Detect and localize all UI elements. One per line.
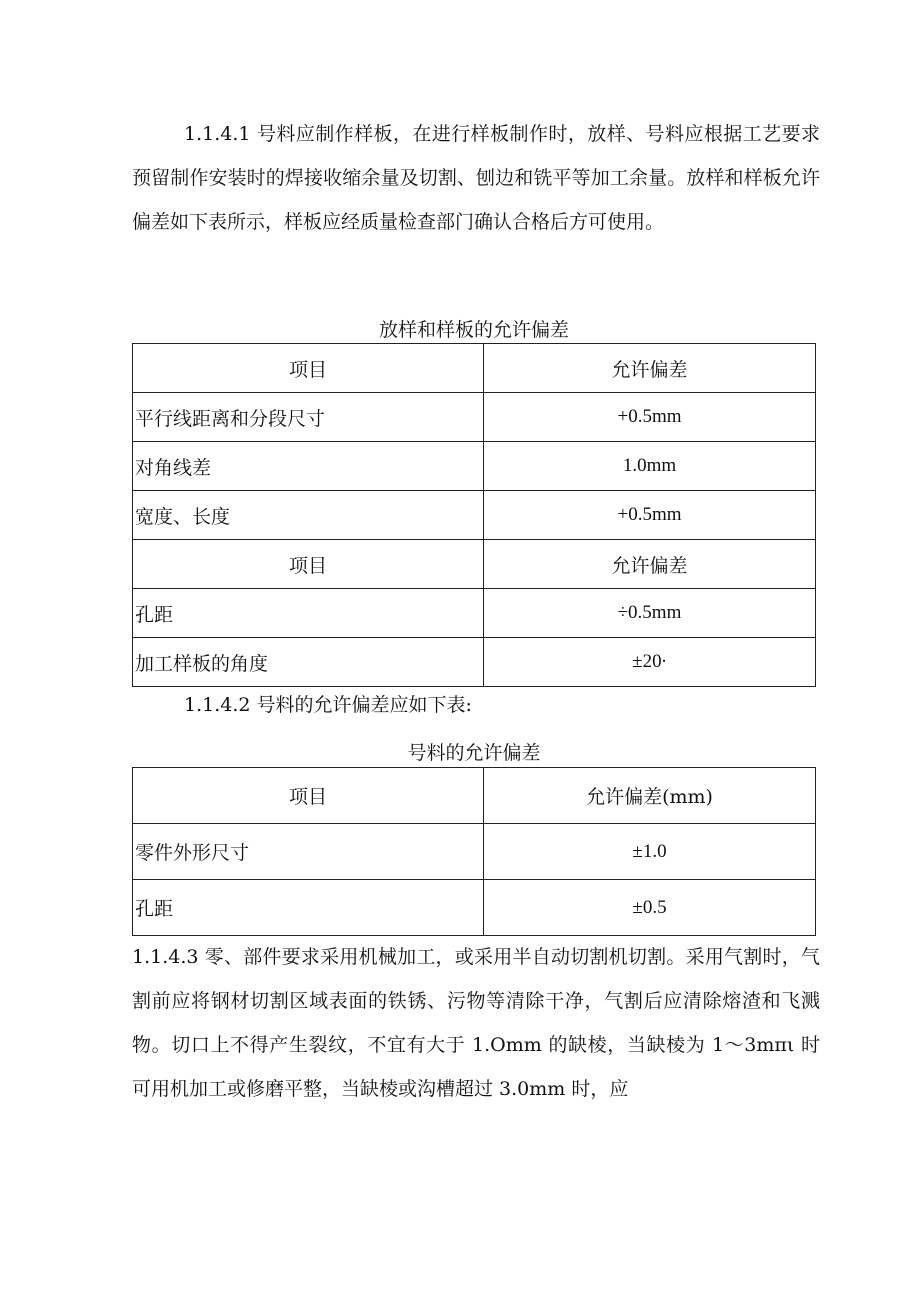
table2-body [133,768,816,936]
table1-caption: 放样和样板的允许偏差 [378,319,569,341]
table-cell-tolerance: 1.0mm [484,442,816,491]
table-cell-tolerance: ±20· [484,638,816,687]
table-cell-item: 对角线差 [133,442,484,491]
table-row [133,589,816,638]
table-cell-tolerance: 允许偏差 [484,344,816,393]
table-cell-item: 平行线距离和分段尺寸 [133,393,484,442]
table-cell-item: 孔距 [133,589,484,638]
table-row [133,768,816,824]
tolerance-table-layout-template [132,343,816,687]
paragraph-1-1-4-3: 1.1.4.3 零、部件要求采用机械加工，或采用半自动切割机切割。采用气割时，气割前应将钢材切割区域表面的铁锈、污物等清除干净，气割后应清除熔渣和飞溅物。切口上不得产生裂纹，不宜有大于 1.Omm 的缺棱，当缺棱为 1～3mπι 时可用机加工或修磨平整，当缺棱或沟槽超过 3.0mm 时，应 [132,946,820,1100]
table-row [133,344,816,393]
table-cell-tolerance: 允许偏差 [484,540,816,589]
table-row [133,824,816,880]
table-cell-item: 项目 [133,540,484,589]
table-cell-tolerance: ÷0.5mm [484,589,816,638]
table-row [133,540,816,589]
table-row [133,442,816,491]
table-cell-item: 项目 [133,768,484,824]
table-cell-tolerance: +0.5mm [484,393,816,442]
table-cell-tolerance: +0.5mm [484,491,816,540]
table-cell-tolerance: 允许偏差(mm) [484,768,816,824]
table-cell-tolerance: ±0.5 [484,880,816,936]
table-cell-item: 孔距 [133,880,484,936]
paragraph-1-1-4-1: 1.1.4.1 号料应制作样板，在进行样板制作时，放样、号料应根据工艺要求预留制作安装时的焊接收缩余量及切割、刨边和铣平等加工余量。放样和样板允许偏差如下表所示，样板应经质量检查部门确认合格后方可使用。 [132,123,820,233]
table-cell-item: 加工样板的角度 [133,638,484,687]
table1-body [133,344,816,687]
table-row [133,491,816,540]
paragraph-1-1-4-2: 1.1.4.2 号料的允许偏差应如下表: [184,694,472,716]
table-cell-item: 零件外形尺寸 [133,824,484,880]
table-row [133,638,816,687]
table-cell-tolerance: ±1.0 [484,824,816,880]
table-row [133,393,816,442]
table2-caption: 号料的允许偏差 [407,742,541,764]
tolerance-table-marking [132,767,816,936]
table-cell-item: 宽度、长度 [133,491,484,540]
table-cell-item: 项目 [133,344,484,393]
table-row [133,880,816,936]
